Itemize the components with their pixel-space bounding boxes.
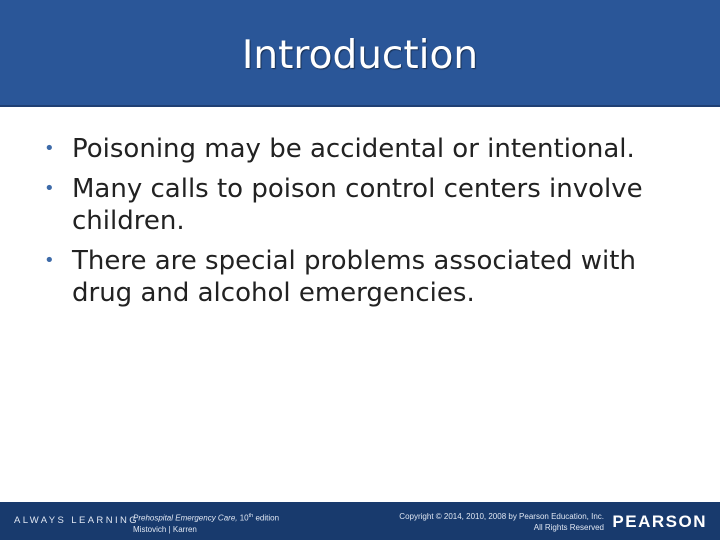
edition-word: edition — [255, 513, 280, 523]
edition-number: 10 — [239, 513, 249, 523]
bullet-text: Many calls to poison control centers involve children. — [72, 174, 643, 236]
bullet-dot-icon: • — [44, 250, 55, 271]
book-citation — [133, 511, 279, 535]
bullet-item — [44, 173, 684, 237]
bullet-dot-icon: • — [44, 178, 55, 199]
footer-bar — [0, 502, 720, 540]
bullet-list — [44, 133, 684, 317]
title-bar — [0, 0, 720, 107]
copyright-line: Copyright © 2014, 2010, 2008 by Pearson Education, Inc. — [399, 512, 604, 521]
bullet-dot-icon: • — [44, 138, 55, 159]
bullet-item — [44, 245, 684, 309]
bullet-text: Poisoning may be accidental or intentional. — [72, 134, 635, 164]
book-title: Prehospital Emergency Care, — [133, 513, 238, 523]
slide-title: Introduction — [241, 33, 479, 78]
bullet-text: There are special problems associated with drug and alcohol emergencies. — [72, 246, 636, 308]
bullet-item — [44, 133, 684, 165]
edition-suffix: th — [248, 513, 254, 519]
always-learning-tagline: ALWAYS LEARNING — [14, 515, 140, 526]
rights-line: All Rights Reserved — [533, 523, 604, 532]
book-authors: Mistovich | Karren — [133, 524, 197, 534]
pearson-logo: PEARSON — [612, 512, 707, 531]
copyright-notice — [399, 511, 604, 533]
